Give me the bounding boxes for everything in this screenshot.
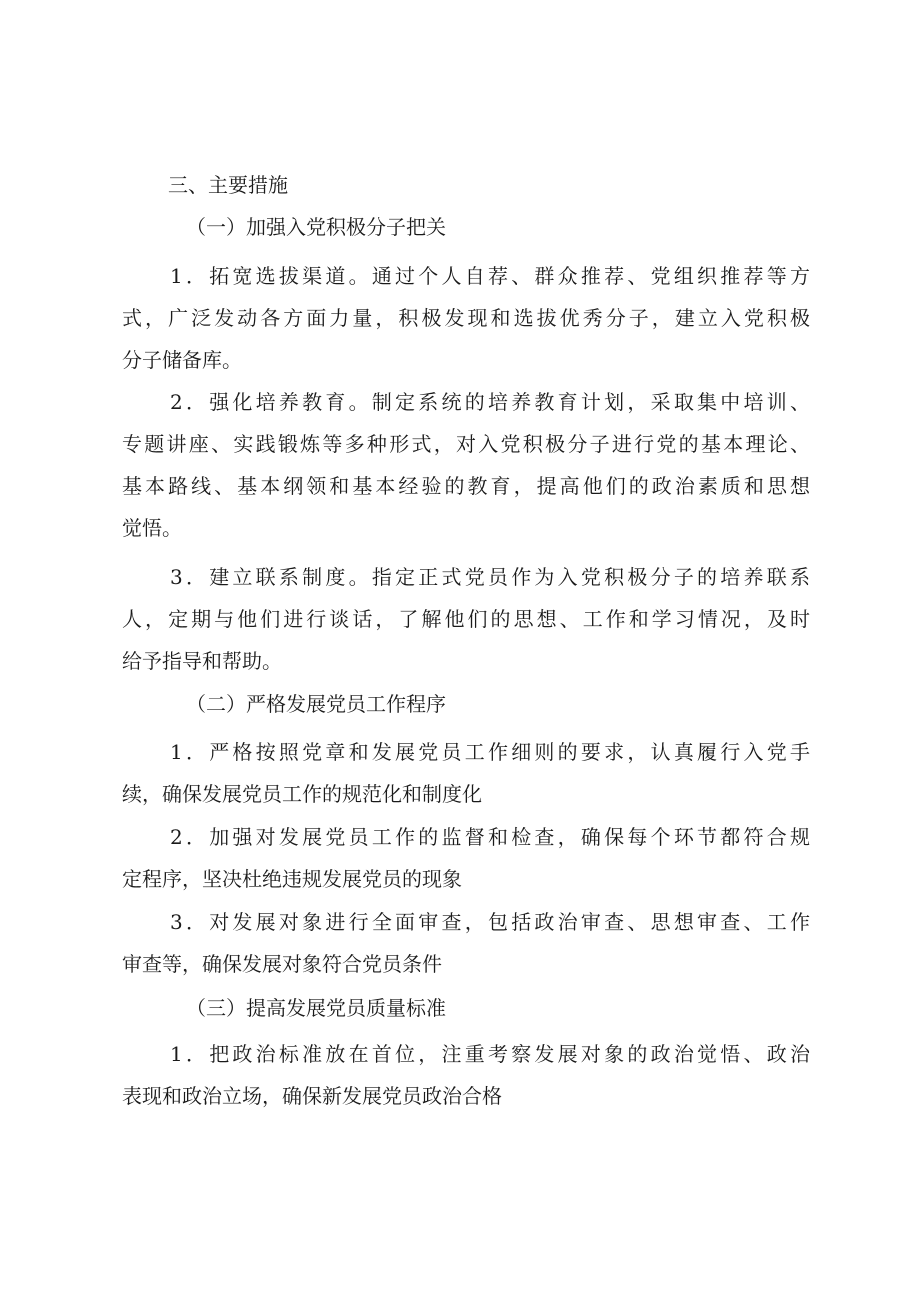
paragraph-line: 2．加强对发展党员工作的监督和检查，确保每个环节都符合规	[170, 825, 810, 849]
paragraph-line: 给予指导和帮助。	[122, 649, 282, 673]
paragraph-line: 2．强化培养教育。制定系统的培养教育计划，采取集中培训、	[170, 390, 810, 414]
paragraph-line: 定程序，坚决杜绝违规发展党员的现象	[122, 867, 462, 891]
paragraph-line: 觉悟。	[122, 516, 182, 540]
paragraph-line: 分子储备库。	[122, 348, 242, 372]
paragraph-line: 3．建立联系制度。指定正式党员作为入党积极分子的培养联系	[170, 565, 810, 589]
paragraph-line: 审查等，确保发展对象符合党员条件	[122, 952, 442, 976]
paragraph-line: 续，确保发展党员工作的规范化和制度化	[122, 782, 482, 806]
paragraph-line: 3．对发展对象进行全面审查，包括政治审查、思想审查、工作	[170, 910, 810, 934]
paragraph-line: 基本路线、基本纲领和基本经验的教育，提高他们的政治素质和思想	[122, 474, 810, 498]
paragraph-line: 人，定期与他们进行谈话，了解他们的思想、工作和学习情况，及时	[122, 607, 810, 631]
paragraph-line: 式，广泛发动各方面力量，积极发现和选拔优秀分子，建立入党积极	[122, 306, 810, 330]
subsection-1-heading: （一）加强入党积极分子把关	[186, 215, 446, 239]
section-heading: 三、主要措施	[168, 173, 288, 197]
paragraph-line: 专题讲座、实践锻炼等多种形式，对入党积极分子进行党的基本理论、	[122, 432, 810, 456]
paragraph-line: 1．把政治标准放在首位，注重考察发展对象的政治觉悟、政治	[170, 1042, 810, 1066]
subsection-2-heading: （二）严格发展党员工作程序	[186, 692, 446, 716]
paragraph-line: 表现和政治立场，确保新发展党员政治合格	[122, 1084, 502, 1108]
subsection-3-heading: （三）提高发展党员质量标准	[186, 996, 446, 1020]
paragraph-line: 1．拓宽选拔渠道。通过个人自荐、群众推荐、党组织推荐等方	[170, 264, 810, 288]
paragraph-line: 1．严格按照党章和发展党员工作细则的要求，认真履行入党手	[170, 740, 810, 764]
